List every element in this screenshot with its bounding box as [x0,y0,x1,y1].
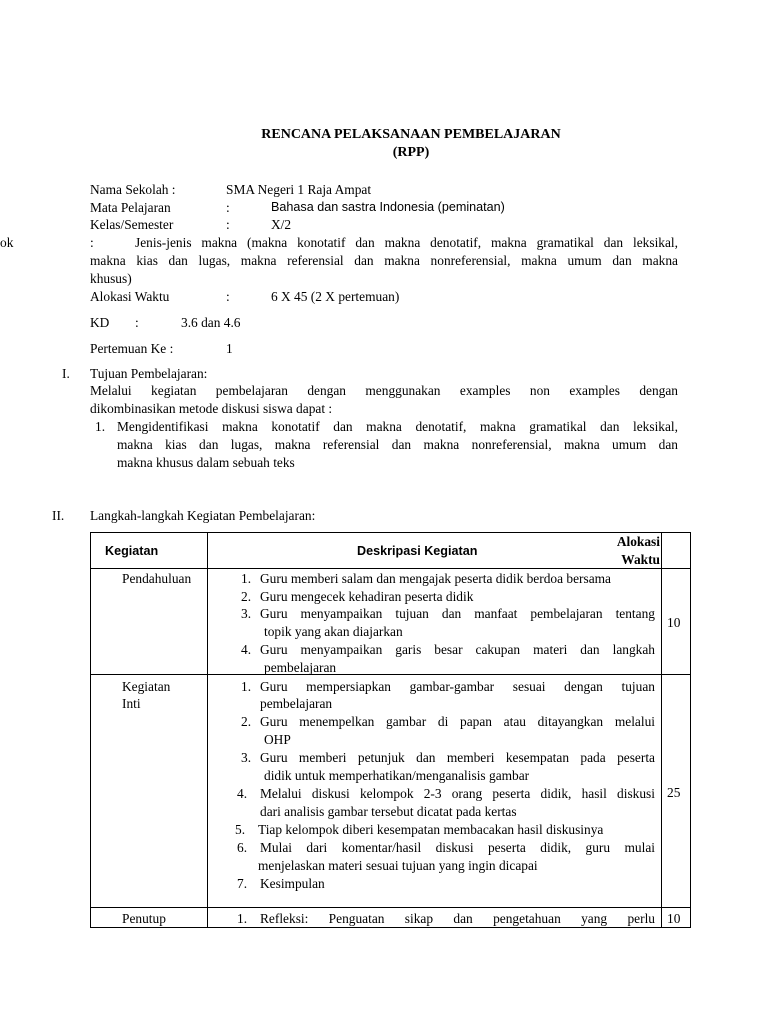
penutup-time: 10 [667,911,681,926]
section1-number: I. [62,366,70,381]
mapel-label: Mata Pelajaran [90,200,171,215]
list-item-number: 5. [235,822,246,837]
document-title: RENCANA PELAKSANAAN PEMBELAJARAN [261,127,561,142]
inti-label-line1: Kegiatan [122,679,171,694]
list-item-continuation: dari analisis gambar tersebut dicatat pada kertas [260,804,517,819]
list-item-continuation: topik yang akan diajarkan [264,624,403,639]
list-item: Kesimpulan [260,876,325,891]
table-col-divider [661,569,662,927]
list-item-continuation: pembelajaran [260,696,333,711]
list-item-number: 3. [241,606,252,621]
list-item: Melalui diskusi kelompok 2-3 orang peserta didik, hasil diskusi [260,786,655,801]
table-row-divider [91,674,690,675]
section1-item-number: 1. [95,419,106,434]
list-item: Mulai dari komentar/hasil diskusi peserta didik, guru mulai [260,840,655,855]
table-row-divider [91,907,690,908]
inti-label-line2: Inti [122,696,141,711]
list-item-continuation: pembelajaran [264,660,337,675]
table-col-divider [207,533,208,927]
list-item: Guru mengecek kehadiran peserta didik [260,589,474,604]
list-item-number: 6. [237,840,248,855]
list-item-number: 1. [237,911,248,926]
sekolah-value: SMA Negeri 1 Raja Ampat [226,182,372,197]
section1-item-line1: Mengidentifikasi makna konotatif dan makna denotatif, makna gramatikal dan leksikal, [117,419,678,434]
alokasi-colon: : [226,289,230,304]
pertemuan-label: Pertemuan Ke : [90,341,174,356]
list-item-number: 1. [241,571,252,586]
list-item: Guru menyampaikan tujuan dan manfaat pembelajaran tentang [260,606,655,621]
header-alokasi-line1: Alokasi [616,534,660,549]
list-item-continuation: didik untuk memperhatikan/menganalisis gambar [264,768,530,783]
sekolah-label: Nama Sekolah : [90,182,176,197]
list-item: Guru menempelkan gambar di papan atau ditayangkan melalui [260,714,655,729]
list-item-number: 4. [237,786,248,801]
topik-label-fragment: ok [0,235,14,250]
kelas-value: X/2 [271,217,292,232]
list-item: Refleksi: Penguatan sikap dan pengetahuan yang perlu [260,911,655,926]
kelas-label: Kelas/Semester [90,217,174,232]
list-item-number: 3. [241,750,252,765]
header-deskripsi: Deskripasi Kegiatan [357,544,478,558]
kd-label: KD [90,315,110,330]
list-item: Guru menyampaikan garis besar cakupan materi dan langkah [260,642,655,657]
list-item-continuation: menjelaskan materi sesuai tujuan yang ingin dicapai [258,858,538,873]
kelas-colon: : [226,217,230,232]
section1-intro-line1: Melalui kegiatan pembelajaran dengan menggunakan examples non examples dengan [90,383,678,398]
section2-number: II. [52,508,65,523]
table-col-divider [661,533,662,569]
section1-intro-line2: dikombinasikan metode diskusi siswa dapat : [90,401,333,416]
table-row-divider [91,568,690,569]
alokasi-label: Alokasi Waktu [90,289,170,304]
list-item-number: 2. [241,714,252,729]
section1-item-line2: makna kias dan lugas, makna referensial dan makna nonreferensial, makna umum dan [117,437,678,452]
list-item: Guru memberi petunjuk dan memberi kesempatan pada peserta [260,750,655,765]
pertemuan-value: 1 [226,341,233,356]
list-item-number: 4. [241,642,252,657]
list-item-number: 2. [241,589,252,604]
penutup-label: Penutup [122,911,166,926]
topik-colon: : [90,235,94,250]
inti-time: 25 [667,785,681,800]
kd-colon: : [135,315,139,330]
pendahuluan-time: 10 [667,615,681,630]
section1-item-line3: makna khusus dalam sebuah teks [117,455,295,470]
section2-heading: Langkah-langkah Kegiatan Pembelajaran: [90,508,316,523]
list-item: Guru memberi salam dan mengajak peserta didik berdoa bersama [260,571,612,586]
mapel-value: Bahasa dan sastra Indonesia (peminatan) [271,200,505,214]
topik-value-line3: khusus) [90,271,132,286]
list-item-number: 7. [237,876,248,891]
header-kegiatan: Kegiatan [105,544,159,558]
pendahuluan-label: Pendahuluan [122,571,192,586]
header-alokasi-line2: Waktu [621,552,660,567]
document-subtitle: (RPP) [392,145,430,160]
list-item-continuation: OHP [264,732,291,747]
kd-value: 3.6 dan 4.6 [181,315,241,330]
list-item: Tiap kelompok diberi kesempatan membacakan hasil diskusinya [258,822,604,837]
list-item-number: 1. [241,679,252,694]
alokasi-value: 6 X 45 (2 X pertemuan) [271,289,400,304]
list-item: Guru mempersiapkan gambar-gambar sesuai dengan tujuan [260,679,655,694]
topik-value-line1: Jenis-jenis makna (makna konotatif dan makna denotatif, makna gramatikal dan leksikal, [135,235,678,250]
kegiatan-table [90,532,691,928]
topik-value-line2: makna kias dan lugas, makna referensial dan makna nonreferensial, makna umum dan makna [90,253,678,268]
section1-heading: Tujuan Pembelajaran: [90,366,208,381]
mapel-colon: : [226,200,230,215]
